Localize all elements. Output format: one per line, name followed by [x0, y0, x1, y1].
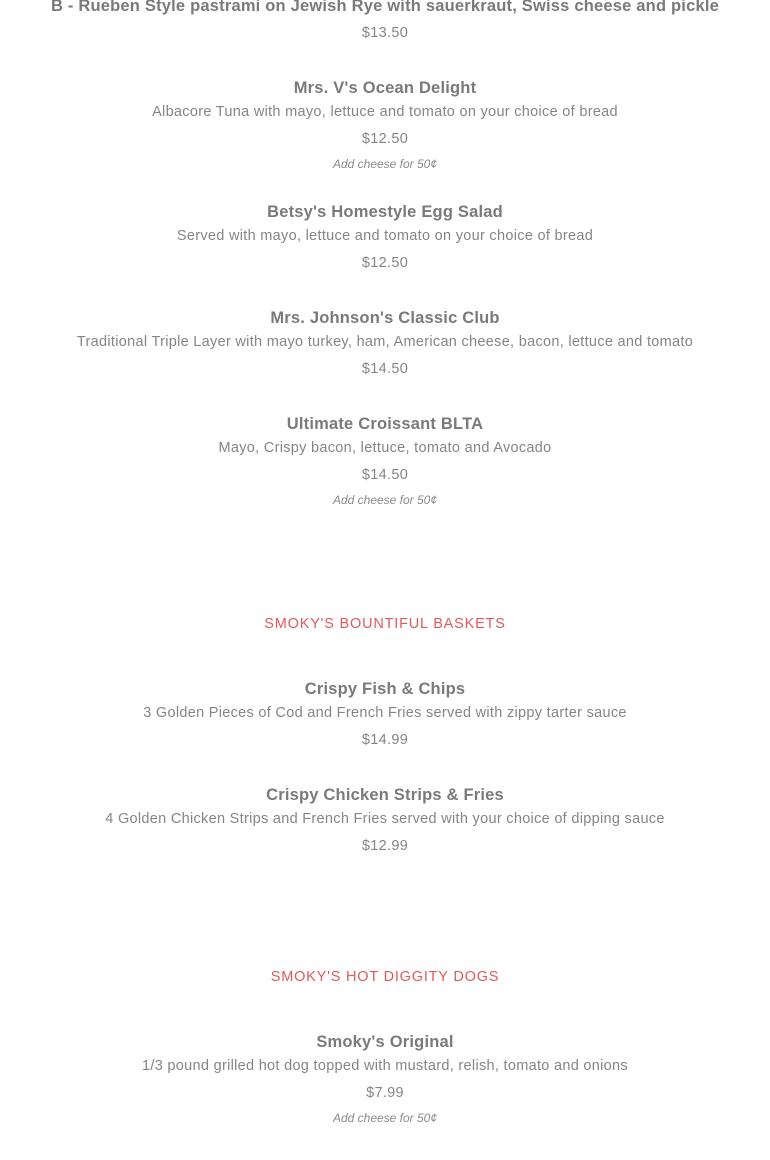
- menu-item-price: $12.50: [361, 131, 409, 147]
- menu-item-title: Crispy Chicken Strips & Fries: [266, 786, 504, 804]
- menu-item-price: $14.99: [361, 732, 409, 748]
- menu-item-description: 1/3 pound grilled hot dog topped with mustard, relish, tomato and onions: [142, 1058, 628, 1074]
- menu-item-price: $7.99: [366, 1085, 404, 1101]
- menu-item-title: Betsy's Homestyle Egg Salad: [267, 203, 503, 221]
- menu-item-description: 3 Golden Pieces of Cod and French Fries served with zippy tarter sauce: [143, 705, 627, 721]
- menu-item-description: 4 Golden Chicken Strips and French Fries served with your choice of dipping sauce: [105, 811, 665, 827]
- menu-item-price: $12.99: [361, 838, 409, 854]
- menu-item-description: Traditional Triple Layer with mayo turkey, ham, American cheese, bacon, lettuce and tomato: [76, 334, 694, 350]
- menu-item-note: Add cheese for 50¢: [332, 1111, 438, 1125]
- menu-item-price: $14.50: [361, 467, 409, 483]
- section-heading-dogs: SMOKY'S HOT DIGGITY DOGS: [270, 969, 500, 985]
- menu-item-description: Served with mayo, lettuce and tomato on your choice of bread: [176, 228, 594, 244]
- menu-item-price: $13.50: [361, 25, 409, 41]
- menu-item-description: Mayo, Crispy bacon, lettuce, tomato and Avocado: [218, 440, 552, 456]
- menu-item-title: Smoky's Original: [316, 1033, 454, 1051]
- menu-item-price: $12.50: [361, 255, 409, 271]
- menu-item-description: Albacore Tuna with mayo, lettuce and tomato on your choice of bread: [152, 104, 618, 120]
- menu-item-note: Add cheese for 50¢: [332, 493, 438, 507]
- menu-item-title: B - Rueben Style pastrami on Jewish Rye with sauerkraut, Swiss cheese and pickle: [51, 0, 719, 15]
- section-heading-baskets: SMOKY'S BOUNTIFUL BASKETS: [264, 616, 506, 632]
- menu-item-title: Mrs. V's Ocean Delight: [293, 79, 477, 97]
- menu-item-price: $14.50: [361, 361, 409, 377]
- menu-item-note: Add cheese for 50¢: [332, 157, 438, 171]
- menu-item-title: Mrs. Johnson's Classic Club: [270, 309, 500, 327]
- menu-item-title: Crispy Fish & Chips: [304, 680, 466, 698]
- menu-item-title: Ultimate Croissant BLTA: [286, 415, 484, 433]
